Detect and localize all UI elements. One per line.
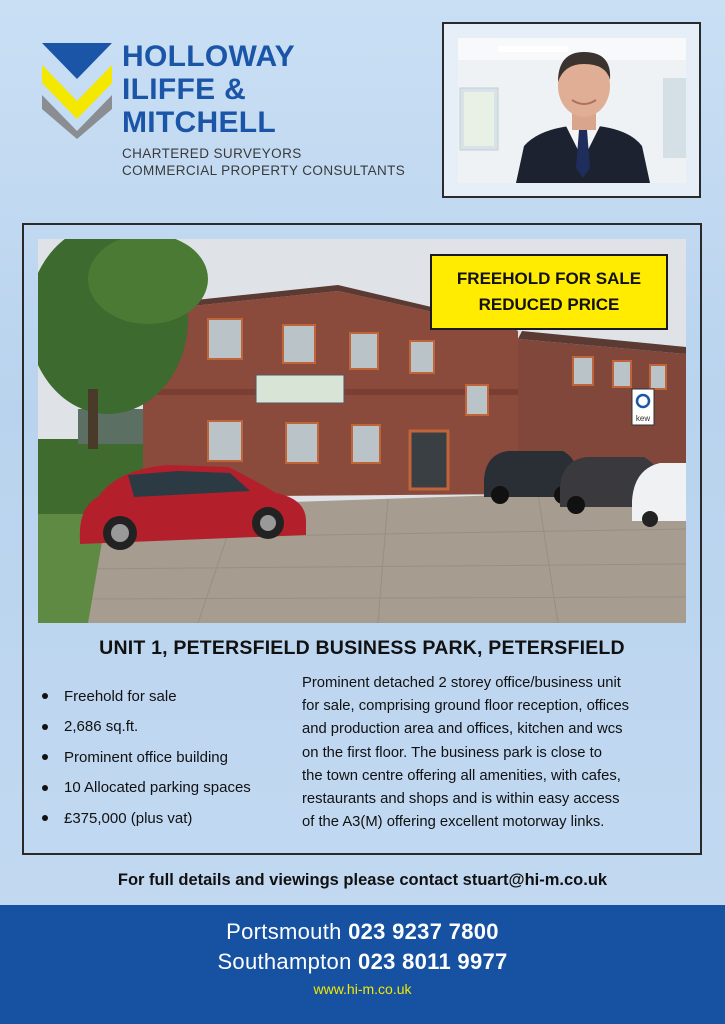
bullet-icon — [42, 815, 48, 821]
bullet-icon — [42, 724, 48, 730]
consultant-portrait-image — [458, 38, 686, 183]
feature-item — [42, 803, 251, 834]
description-line: restaurants and shops and is within easy access — [302, 791, 620, 808]
description-line: on the first floor. The business park is close to — [302, 744, 602, 761]
feature-text: 10 Allocated parking spaces — [64, 779, 251, 797]
phone-number[interactable]: 023 9237 7800 — [348, 919, 499, 944]
property-description — [302, 672, 692, 834]
features-list — [42, 681, 251, 834]
bullet-icon — [42, 693, 48, 699]
brand-name-line-2: ILIFFE & — [122, 73, 247, 106]
company-logo-icon — [42, 43, 112, 139]
description-line: and production area and offices, kitchen and wcs — [302, 721, 623, 738]
contact-details: For full details and viewings please contact stuart@hi-m.co.uk — [117, 871, 608, 889]
description-line: of the A3(M) offering excellent motorway links. — [302, 814, 605, 831]
feature-text: Freehold for sale — [64, 687, 177, 705]
footer-bar — [0, 905, 725, 1024]
building-sign-text: kew — [635, 414, 651, 423]
office-southampton — [0, 947, 725, 977]
feature-text: £375,000 (plus vat) — [64, 809, 193, 827]
bullet-icon — [42, 785, 48, 791]
office-city: Portsmouth — [226, 919, 342, 944]
feature-text: Prominent office building — [64, 748, 228, 766]
office-city: Southampton — [217, 949, 352, 974]
feature-item — [42, 712, 251, 743]
feature-item — [42, 773, 251, 804]
bullet-icon — [42, 754, 48, 760]
property-details-box — [22, 223, 702, 855]
feature-text: 2,686 sq.ft. — [64, 718, 139, 736]
property-photo — [38, 239, 686, 623]
tagline-line-1: CHARTERED SURVEYORS — [122, 146, 302, 161]
phone-number[interactable]: 023 8011 9977 — [358, 949, 508, 974]
freehold-sale-badge — [430, 254, 668, 330]
description-line: Prominent detached 2 storey office/business unit — [302, 675, 621, 691]
brand-name-line-3: MITCHELL — [122, 106, 277, 139]
badge-line-1: FREEHOLD FOR SALE — [456, 269, 642, 288]
tagline-line-2: COMMERCIAL PROPERTY CONSULTANTS — [122, 163, 406, 178]
brand-name-line-1: HOLLOWAY — [122, 40, 295, 73]
feature-item — [42, 681, 251, 712]
badge-line-2: REDUCED PRICE — [478, 295, 620, 314]
description-line: for sale, comprising ground floor reception, offices — [302, 698, 630, 715]
office-portsmouth — [0, 917, 725, 947]
description-line: the town centre offering all amenities, with cafes, — [302, 767, 621, 784]
website-link[interactable]: www.hi-m.co.uk — [313, 981, 412, 997]
feature-item — [42, 742, 251, 773]
property-title: UNIT 1, PETERSFIELD BUSINESS PARK, PETERSFIELD — [99, 637, 625, 659]
consultant-photo-frame — [442, 22, 701, 198]
